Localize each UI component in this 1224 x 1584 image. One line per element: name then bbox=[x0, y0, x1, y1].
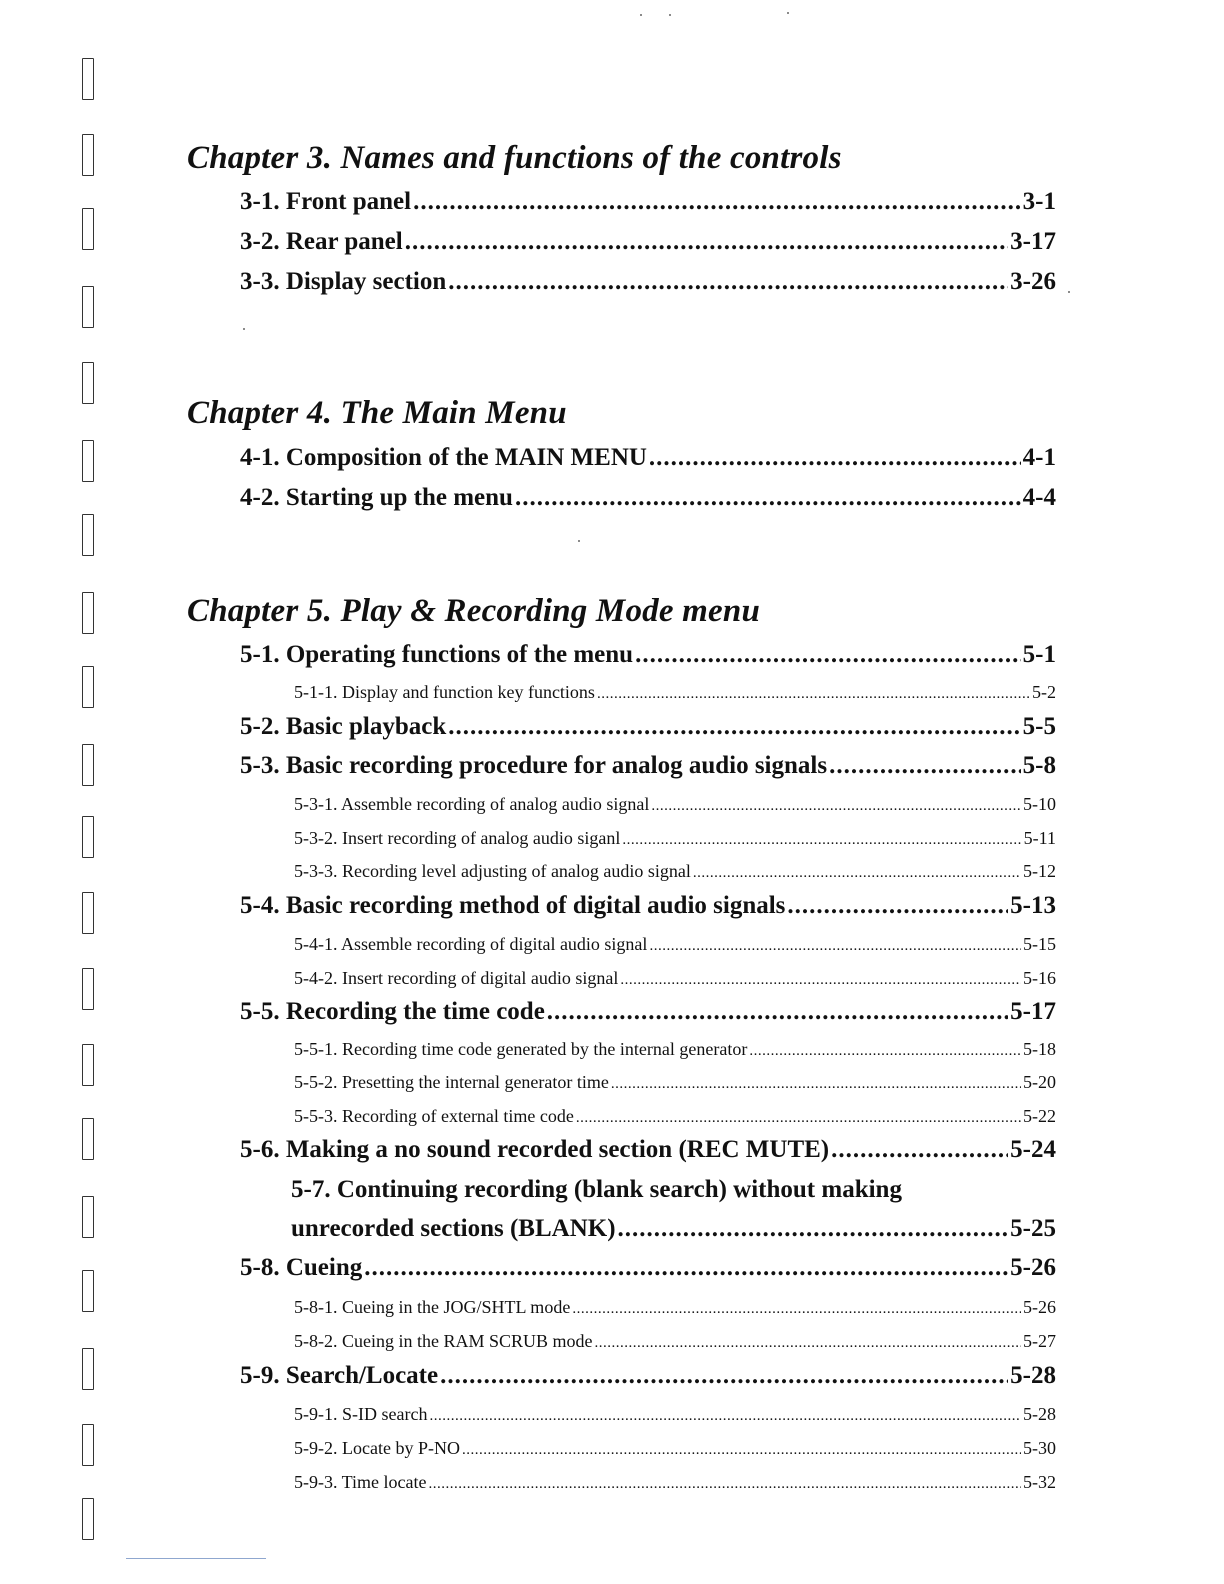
binder-hole-strip bbox=[80, 58, 100, 1548]
binder-hole bbox=[82, 744, 94, 786]
toc-entry-page: 5-28 bbox=[1023, 1404, 1056, 1424]
toc-entry[interactable] bbox=[291, 1215, 1056, 1243]
toc-entry[interactable] bbox=[240, 444, 1056, 472]
dot-leader bbox=[749, 1043, 1021, 1060]
toc-subentry[interactable] bbox=[294, 968, 1056, 989]
toc-entry-label: 5-6. Making a no sound recorded section (REC MUTE) bbox=[240, 1136, 830, 1163]
scan-speck bbox=[1068, 291, 1070, 293]
page-edge-mark bbox=[126, 1558, 266, 1559]
toc-entry[interactable] bbox=[240, 1254, 1056, 1282]
toc-entry-label: 5-9-2. Locate by P-NO bbox=[294, 1438, 460, 1458]
toc-entry-label: 5-9-3. Time locate bbox=[294, 1472, 427, 1492]
dot-leader bbox=[429, 1408, 1021, 1425]
scan-speck bbox=[578, 540, 580, 542]
chapter-heading: Chapter 4. The Main Menu bbox=[187, 395, 567, 431]
dot-leader bbox=[440, 1362, 1008, 1390]
binder-hole bbox=[82, 892, 94, 934]
dot-leader bbox=[649, 444, 1021, 472]
toc-entry-page: 5-26 bbox=[1023, 1297, 1056, 1317]
toc-entry-label: 5-5-2. Presetting the internal generator time bbox=[294, 1072, 609, 1092]
toc-entry-page: 5-32 bbox=[1023, 1472, 1056, 1492]
dot-leader bbox=[611, 1076, 1021, 1093]
toc-subentry[interactable] bbox=[294, 1331, 1056, 1352]
toc-entry-label: 4-2. Starting up the menu bbox=[240, 484, 513, 511]
toc-entry-page: 5-22 bbox=[1023, 1106, 1056, 1126]
dot-leader bbox=[448, 268, 1008, 296]
dot-leader bbox=[364, 1254, 1008, 1282]
dot-leader bbox=[618, 1215, 1009, 1243]
toc-subentry[interactable] bbox=[294, 1072, 1056, 1093]
dot-leader bbox=[405, 228, 1008, 256]
binder-hole bbox=[82, 362, 94, 404]
scan-speck bbox=[243, 328, 245, 330]
binder-hole bbox=[82, 208, 94, 250]
toc-entry-page: 5-26 bbox=[1010, 1254, 1056, 1281]
binder-hole bbox=[82, 514, 94, 556]
toc-entry-page: 5-2 bbox=[1032, 682, 1056, 702]
binder-hole bbox=[82, 666, 94, 708]
toc-entry-page: 5-30 bbox=[1023, 1438, 1056, 1458]
toc-entry-page: 5-16 bbox=[1023, 968, 1056, 988]
dot-leader bbox=[448, 713, 1020, 741]
toc-entry-page: 5-24 bbox=[1010, 1136, 1056, 1163]
toc-subentry[interactable] bbox=[294, 794, 1056, 815]
toc-entry-page: 5-5 bbox=[1022, 713, 1056, 740]
toc-subentry[interactable] bbox=[294, 1297, 1056, 1318]
toc-entry-label: 5-5. Recording the time code bbox=[240, 998, 545, 1025]
toc-entry-label: 5-8-2. Cueing in the RAM SCRUB mode bbox=[294, 1331, 593, 1351]
toc-entry-label: 5-9-1. S-ID search bbox=[294, 1404, 428, 1424]
binder-hole bbox=[82, 1196, 94, 1238]
toc-entry-label: 5-9. Search/Locate bbox=[240, 1362, 439, 1389]
toc-entry-page: 5-28 bbox=[1010, 1362, 1056, 1389]
toc-entry-label: 5-3-3. Recording level adjusting of analog audio signal bbox=[294, 861, 691, 881]
toc-entry-label: 5-1. Operating functions of the menu bbox=[240, 641, 634, 668]
dot-leader bbox=[693, 865, 1021, 882]
toc-entry-page: 3-26 bbox=[1010, 268, 1056, 295]
toc-subentry[interactable] bbox=[294, 1438, 1056, 1459]
dot-leader bbox=[787, 892, 1008, 920]
toc-subentry[interactable] bbox=[294, 1472, 1056, 1493]
toc-entry-page: 5-25 bbox=[1010, 1215, 1056, 1242]
toc-entry-page: 5-1 bbox=[1022, 641, 1056, 668]
binder-hole bbox=[82, 1270, 94, 1312]
toc-entry-page: 5-15 bbox=[1023, 934, 1056, 954]
toc-entry-page: 4-4 bbox=[1022, 484, 1056, 511]
binder-hole bbox=[82, 592, 94, 634]
toc-entry[interactable] bbox=[240, 892, 1056, 920]
dot-leader bbox=[651, 798, 1021, 815]
binder-hole bbox=[82, 440, 94, 482]
toc-entry-label: 3-1. Front panel bbox=[240, 188, 412, 215]
dot-leader bbox=[462, 1442, 1021, 1459]
toc-entry-label: 3-2. Rear panel bbox=[240, 228, 403, 255]
toc-entry[interactable] bbox=[240, 752, 1056, 780]
binder-hole bbox=[82, 1348, 94, 1390]
dot-leader bbox=[515, 484, 1021, 512]
dot-leader bbox=[831, 1136, 1008, 1164]
dot-leader bbox=[595, 1335, 1021, 1352]
binder-hole bbox=[82, 286, 94, 328]
binder-hole bbox=[82, 1118, 94, 1160]
toc-entry[interactable] bbox=[240, 998, 1056, 1026]
toc-entry[interactable] bbox=[240, 484, 1056, 512]
binder-hole bbox=[82, 1498, 94, 1540]
dot-leader bbox=[649, 938, 1021, 955]
binder-hole bbox=[82, 58, 94, 100]
toc-entry-page: 5-8 bbox=[1022, 752, 1056, 779]
toc-entry[interactable] bbox=[240, 1136, 1056, 1164]
toc-entry-label: 4-1. Composition of the MAIN MENU bbox=[240, 444, 647, 471]
dot-leader bbox=[620, 972, 1021, 989]
binder-hole bbox=[82, 1044, 94, 1086]
toc-entry-label: 5-7. Continuing recording (blank search) without making bbox=[291, 1176, 902, 1203]
toc-subentry[interactable] bbox=[294, 934, 1056, 955]
dot-leader bbox=[635, 641, 1021, 669]
toc-entry-page: 5-13 bbox=[1010, 892, 1056, 919]
toc-entry-label: 5-3-1. Assemble recording of analog audio signal bbox=[294, 794, 650, 814]
toc-entry-label: 5-4-1. Assemble recording of digital audio signal bbox=[294, 934, 648, 954]
dot-leader bbox=[597, 686, 1030, 703]
toc-entry[interactable] bbox=[240, 188, 1056, 216]
binder-hole bbox=[82, 134, 94, 176]
scan-speck bbox=[640, 14, 642, 16]
toc-entry-page: 4-1 bbox=[1022, 444, 1056, 471]
toc-entry-label: 5-4-2. Insert recording of digital audio signal bbox=[294, 968, 619, 988]
toc-subentry[interactable] bbox=[294, 1404, 1056, 1425]
dot-leader bbox=[622, 832, 1021, 849]
toc-entry-label: 5-8. Cueing bbox=[240, 1254, 363, 1281]
scan-speck bbox=[787, 12, 789, 14]
toc-subentry[interactable] bbox=[294, 1039, 1056, 1060]
toc-entry-page: 3-17 bbox=[1010, 228, 1056, 255]
toc-entry-page: 3-1 bbox=[1022, 188, 1056, 215]
dot-leader bbox=[547, 998, 1008, 1026]
binder-hole bbox=[82, 816, 94, 858]
toc-entry-page: 5-10 bbox=[1023, 794, 1056, 814]
toc-entry[interactable] bbox=[240, 228, 1056, 256]
toc-entry-label: unrecorded sections (BLANK) bbox=[291, 1215, 616, 1242]
toc-subentry[interactable] bbox=[294, 861, 1056, 882]
dot-leader bbox=[829, 752, 1021, 780]
toc-entry-page: 5-12 bbox=[1023, 861, 1056, 881]
binder-hole bbox=[82, 968, 94, 1010]
chapter-heading: Chapter 5. Play & Recording Mode menu bbox=[187, 593, 760, 629]
toc-entry[interactable] bbox=[240, 641, 1056, 669]
toc-entry-page: 5-17 bbox=[1010, 998, 1056, 1025]
toc-entry-label: 5-8-1. Cueing in the JOG/SHTL mode bbox=[294, 1297, 571, 1317]
binder-hole bbox=[82, 1424, 94, 1466]
toc-entry-label: 5-5-3. Recording of external time code bbox=[294, 1106, 574, 1126]
toc-entry[interactable] bbox=[240, 1362, 1056, 1390]
toc-entry-page: 5-18 bbox=[1023, 1039, 1056, 1059]
toc-subentry[interactable] bbox=[294, 682, 1056, 703]
dot-leader bbox=[429, 1476, 1022, 1493]
toc-entry-label: 5-3-2. Insert recording of analog audio siganl bbox=[294, 828, 621, 848]
toc-entry[interactable] bbox=[240, 268, 1056, 296]
toc-entry-label: 3-3. Display section bbox=[240, 268, 447, 295]
toc-entry-page: 5-11 bbox=[1023, 828, 1056, 848]
toc-entry[interactable] bbox=[240, 713, 1056, 741]
toc-subentry[interactable] bbox=[294, 828, 1056, 849]
toc-entry-label: 5-1-1. Display and function key functions bbox=[294, 682, 595, 702]
scan-speck bbox=[669, 14, 671, 16]
toc-entry-label: 5-5-1. Recording time code generated by the internal generator bbox=[294, 1039, 748, 1059]
toc-entry-label: 5-2. Basic playback bbox=[240, 713, 447, 740]
toc-subentry[interactable] bbox=[294, 1106, 1056, 1127]
toc-entry-label: 5-3. Basic recording procedure for analog audio signals bbox=[240, 752, 828, 779]
dot-leader bbox=[413, 188, 1021, 216]
toc-entry-page: 5-20 bbox=[1023, 1072, 1056, 1092]
toc-entry-page: 5-27 bbox=[1023, 1331, 1056, 1351]
dot-leader bbox=[572, 1301, 1021, 1318]
dot-leader bbox=[576, 1110, 1021, 1127]
toc-entry-label: 5-4. Basic recording method of digital audio signals bbox=[240, 892, 786, 919]
chapter-heading: Chapter 3. Names and functions of the controls bbox=[187, 140, 842, 176]
